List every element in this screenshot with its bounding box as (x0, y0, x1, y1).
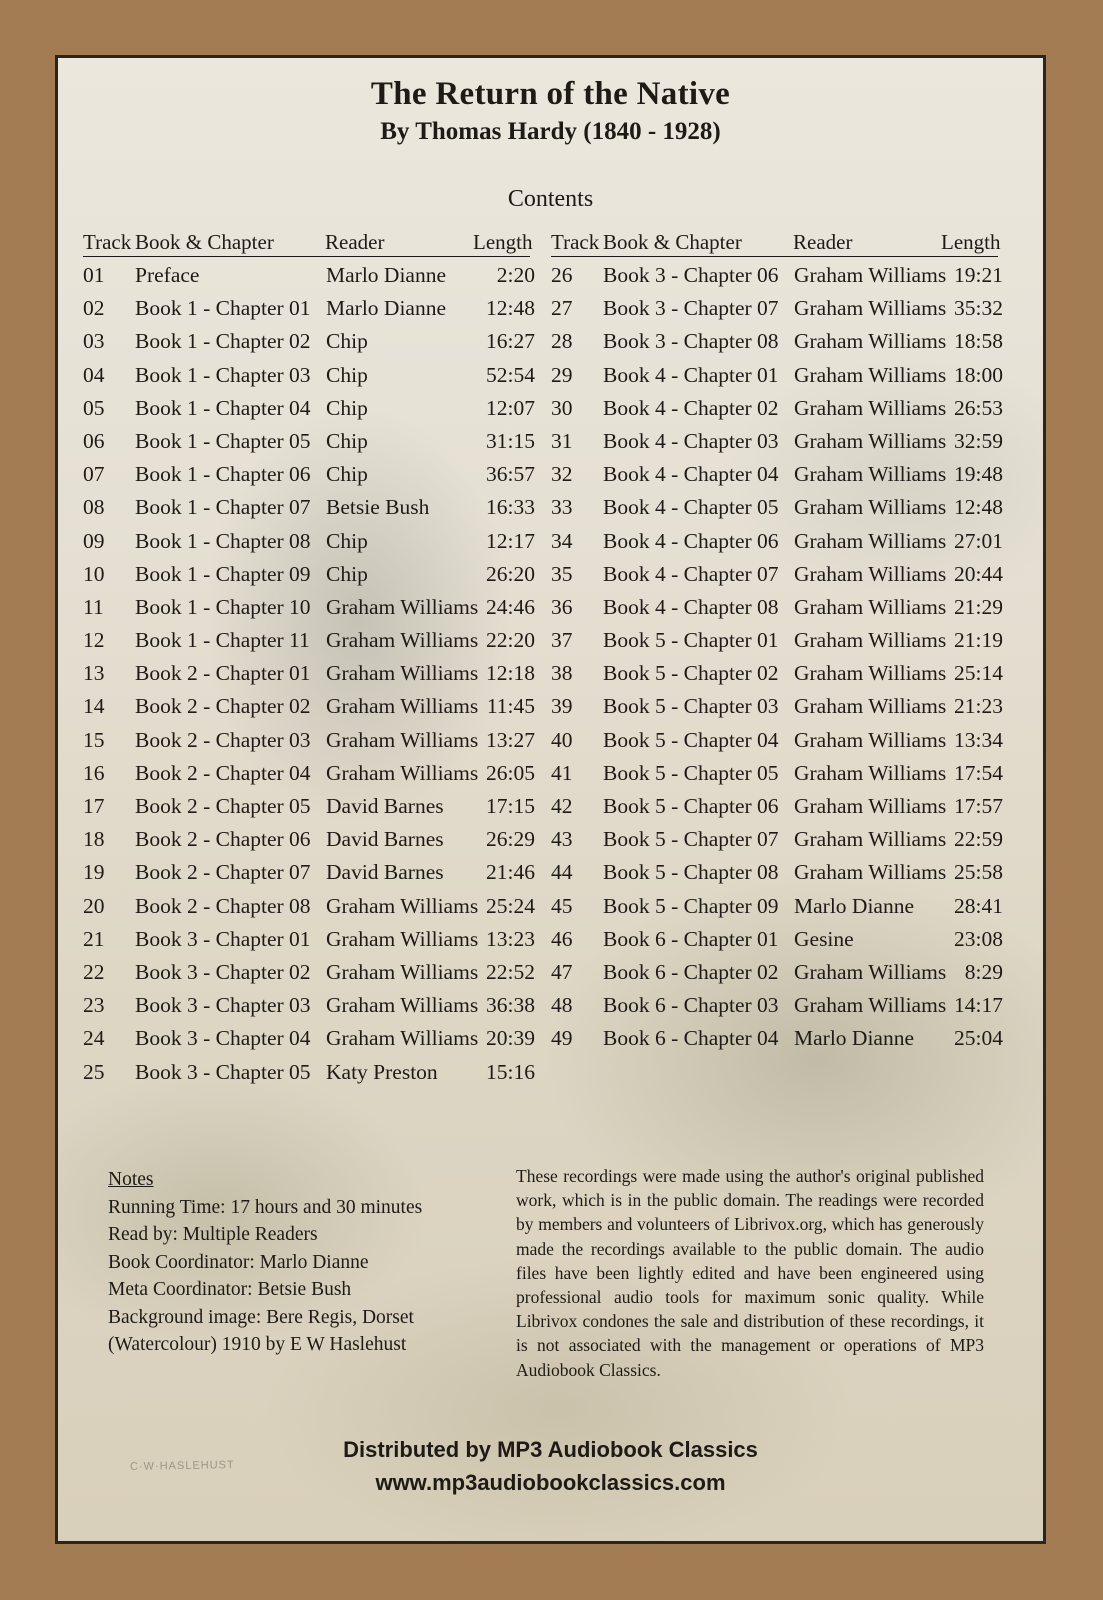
track-row (551, 925, 1001, 958)
track-length: 13:34 (954, 727, 1003, 752)
track-length: 18:58 (954, 329, 1003, 354)
track-length: 12:17 (486, 528, 535, 553)
track-number: 30 (551, 395, 573, 420)
track-reader: Graham Williams (794, 727, 947, 752)
track-length: 12:07 (486, 395, 535, 420)
track-length: 21:23 (954, 694, 1003, 719)
track-row (551, 825, 1001, 858)
track-number: 10 (83, 561, 105, 586)
track-chapter: Book 6 - Chapter 01 (603, 926, 779, 951)
track-number: 01 (83, 263, 105, 287)
track-reader: David Barnes (326, 794, 444, 818)
track-length: 36:57 (486, 462, 535, 487)
track-reader: Graham Williams (794, 528, 947, 553)
track-row (551, 659, 1001, 692)
track-reader: Graham Williams (794, 661, 947, 686)
track-row (83, 294, 533, 327)
track-row (83, 892, 533, 925)
track-number: 40 (551, 727, 573, 752)
track-row (551, 427, 1001, 460)
track-row (551, 527, 1001, 560)
track-length: 26:53 (954, 395, 1003, 420)
track-reader: Graham Williams (794, 827, 947, 852)
track-number: 37 (551, 628, 573, 653)
track-length: 16:27 (486, 329, 535, 354)
track-number: 16 (83, 760, 105, 785)
track-row (83, 991, 533, 1024)
notes-line: Book Coordinator: Marlo Dianne (108, 1251, 369, 1273)
track-reader: David Barnes (326, 827, 444, 852)
track-number: 43 (551, 827, 573, 852)
track-number: 20 (83, 893, 105, 918)
track-length: 52:54 (486, 362, 535, 387)
notes-line: Meta Coordinator: Betsie Bush (108, 1279, 352, 1300)
track-length: 28:41 (954, 893, 1003, 918)
track-length: 21:19 (954, 628, 1003, 653)
track-row (83, 460, 533, 493)
track-length: 17:15 (486, 794, 535, 818)
table-header-left (83, 230, 533, 257)
track-number: 44 (551, 860, 573, 885)
painting-signature: C·W·HASLEHUST (129, 1459, 235, 1473)
track-number: 07 (83, 462, 105, 487)
track-row (551, 726, 1001, 759)
track-chapter: Book 1 - Chapter 05 (135, 428, 311, 453)
track-chapter: Book 5 - Chapter 02 (603, 661, 779, 686)
track-reader: David Barnes (326, 860, 444, 885)
track-reader: Graham Williams (326, 959, 479, 984)
track-number: 19 (83, 860, 105, 885)
track-chapter: Book 6 - Chapter 02 (603, 959, 779, 984)
track-reader: Graham Williams (794, 428, 947, 453)
track-reader: Betsie Bush (326, 495, 430, 520)
track-chapter: Book 1 - Chapter 11 (135, 628, 310, 653)
track-number: 02 (83, 296, 105, 321)
track-length: 26:29 (486, 827, 535, 852)
track-chapter: Book 5 - Chapter 05 (603, 760, 779, 785)
track-chapter: Book 2 - Chapter 06 (135, 827, 311, 852)
book-title: The Return of the Native (370, 76, 731, 112)
track-chapter: Book 3 - Chapter 02 (135, 959, 311, 984)
track-reader: Chip (326, 561, 368, 586)
track-row (551, 759, 1001, 792)
track-row (83, 759, 533, 792)
track-reader: Graham Williams (794, 594, 947, 619)
track-length: 31:15 (486, 428, 535, 453)
track-chapter: Book 2 - Chapter 05 (135, 794, 311, 818)
track-length: 32:59 (954, 428, 1003, 453)
track-chapter: Preface (135, 263, 200, 287)
track-reader: Graham Williams (326, 760, 479, 785)
track-length: 25:58 (954, 860, 1003, 885)
track-chapter: Book 5 - Chapter 09 (603, 893, 779, 918)
track-number: 35 (551, 561, 573, 586)
track-chapter: Book 5 - Chapter 04 (603, 727, 779, 752)
track-number: 08 (83, 495, 105, 520)
track-reader: Marlo Dianne (326, 296, 447, 321)
track-row (83, 493, 533, 526)
track-reader: Graham Williams (326, 727, 479, 752)
track-chapter: Book 2 - Chapter 02 (135, 694, 311, 719)
track-row (551, 394, 1001, 427)
track-length: 12:18 (486, 661, 535, 686)
track-row (551, 892, 1001, 925)
track-length: 15:16 (486, 1059, 535, 1084)
header-track: Track (83, 230, 132, 254)
track-row (551, 692, 1001, 725)
track-list-right (551, 261, 1001, 1058)
track-chapter: Book 4 - Chapter 05 (603, 495, 779, 520)
track-number: 32 (551, 462, 573, 487)
track-chapter: Book 1 - Chapter 02 (135, 329, 311, 354)
notes-line: Read by: Multiple Readers (108, 1224, 318, 1245)
track-row (551, 593, 1001, 626)
track-reader: Graham Williams (794, 263, 947, 287)
track-length: 17:57 (954, 794, 1003, 818)
track-row (83, 361, 533, 394)
track-row (551, 792, 1001, 825)
track-reader: Graham Williams (794, 694, 947, 719)
track-length: 36:38 (486, 993, 535, 1018)
track-number: 21 (83, 926, 105, 951)
track-row (551, 991, 1001, 1024)
track-reader: Graham Williams (794, 760, 947, 785)
track-row (83, 1024, 533, 1057)
track-reader: Graham Williams (326, 661, 479, 686)
notes-heading: Notes (108, 1169, 154, 1190)
track-number: 39 (551, 694, 573, 719)
track-chapter: Book 5 - Chapter 01 (603, 628, 779, 653)
track-chapter: Book 5 - Chapter 06 (603, 794, 779, 818)
track-length: 11:45 (486, 694, 535, 719)
table-header-right (551, 230, 1001, 257)
track-row (551, 261, 1001, 294)
header-reader: Reader (325, 230, 385, 254)
track-reader: Graham Williams (794, 495, 947, 520)
track-length: 19:48 (954, 462, 1003, 487)
track-chapter: Book 4 - Chapter 04 (603, 462, 779, 487)
track-list-left (83, 261, 533, 1091)
track-reader: Graham Williams (794, 561, 947, 586)
track-length: 26:20 (486, 561, 535, 586)
track-number: 12 (83, 628, 105, 653)
track-length: 26:05 (486, 760, 535, 785)
track-chapter: Book 5 - Chapter 07 (603, 827, 779, 852)
track-number: 27 (551, 296, 573, 321)
track-reader: Graham Williams (794, 329, 947, 354)
track-number: 26 (551, 263, 573, 287)
track-length: 12:48 (486, 296, 535, 321)
track-chapter: Book 3 - Chapter 06 (603, 263, 779, 287)
track-length: 23:08 (954, 926, 1003, 951)
track-reader: Graham Williams (794, 296, 947, 321)
track-row (551, 858, 1001, 891)
track-reader: Gesine (794, 926, 854, 951)
track-row (551, 1024, 1001, 1057)
track-number: 38 (551, 661, 573, 686)
track-chapter: Book 4 - Chapter 02 (603, 395, 779, 420)
track-chapter: Book 3 - Chapter 05 (135, 1059, 311, 1084)
track-row (83, 626, 533, 659)
track-chapter: Book 3 - Chapter 03 (135, 993, 311, 1018)
track-chapter: Book 4 - Chapter 03 (603, 428, 779, 453)
track-chapter: Book 1 - Chapter 08 (135, 528, 311, 553)
track-reader: Graham Williams (794, 959, 947, 984)
track-row (551, 626, 1001, 659)
track-chapter: Book 3 - Chapter 07 (603, 296, 779, 321)
track-number: 47 (551, 959, 573, 984)
header-chapter: Book & Chapter (603, 230, 742, 254)
track-length: 22:59 (954, 827, 1003, 852)
track-length: 19:21 (954, 263, 1003, 287)
track-reader: Graham Williams (326, 594, 479, 619)
track-chapter: Book 6 - Chapter 03 (603, 993, 779, 1018)
track-reader: Graham Williams (326, 628, 479, 653)
track-chapter: Book 1 - Chapter 09 (135, 561, 311, 586)
track-number: 34 (551, 528, 573, 553)
track-length: 22:52 (486, 959, 535, 984)
header-length: Length (473, 230, 533, 254)
notes-line: Running Time: 17 hours and 30 minutes (108, 1196, 423, 1218)
track-length: 2:20 (496, 263, 535, 287)
track-chapter: Book 1 - Chapter 03 (135, 362, 311, 387)
track-number: 23 (83, 993, 105, 1018)
track-length: 13:27 (486, 727, 535, 752)
track-chapter: Book 4 - Chapter 06 (603, 528, 779, 553)
distributor-block (58, 1433, 1043, 1499)
track-length: 35:32 (954, 296, 1003, 321)
track-chapter: Book 4 - Chapter 07 (603, 561, 779, 586)
track-length: 8:29 (964, 959, 1003, 984)
track-length: 12:48 (954, 495, 1003, 520)
track-number: 48 (551, 993, 573, 1018)
book-author: By Thomas Hardy (1840 - 1928) (380, 118, 721, 145)
track-length: 17:54 (954, 760, 1003, 785)
track-number: 15 (83, 727, 105, 752)
track-reader: Graham Williams (326, 993, 479, 1018)
track-number: 31 (551, 428, 573, 453)
track-number: 06 (83, 428, 105, 453)
track-reader: Chip (326, 428, 368, 453)
notes-line: Background image: Bere Regis, Dorset (108, 1306, 414, 1328)
track-row (551, 560, 1001, 593)
track-number: 04 (83, 362, 105, 387)
track-length: 13:23 (486, 926, 535, 951)
track-number: 49 (551, 1026, 573, 1051)
track-number: 14 (83, 694, 105, 719)
track-number: 18 (83, 827, 105, 852)
track-reader: Graham Williams (794, 395, 947, 420)
track-row (551, 460, 1001, 493)
track-chapter: Book 3 - Chapter 04 (135, 1026, 311, 1051)
track-reader: Marlo Dianne (326, 263, 447, 287)
track-length: 25:24 (486, 893, 535, 918)
track-row (83, 394, 533, 427)
track-number: 42 (551, 794, 573, 818)
track-row (551, 958, 1001, 991)
track-reader: Graham Williams (326, 926, 479, 951)
track-reader: Chip (326, 528, 368, 553)
track-reader: Chip (326, 395, 368, 420)
track-number: 46 (551, 926, 573, 951)
track-row (83, 593, 533, 626)
track-chapter: Book 2 - Chapter 07 (135, 860, 311, 885)
track-reader: Graham Williams (794, 993, 947, 1018)
track-reader: Graham Williams (794, 860, 947, 885)
track-number: 09 (83, 528, 105, 553)
track-row (83, 958, 533, 991)
header-chapter: Book & Chapter (135, 230, 274, 254)
track-reader: Marlo Dianne (794, 893, 915, 918)
track-number: 03 (83, 329, 105, 354)
contents-heading: Contents (507, 186, 594, 212)
track-length: 18:00 (954, 362, 1003, 387)
track-row (551, 361, 1001, 394)
track-reader: Marlo Dianne (794, 1026, 915, 1051)
track-length: 27:01 (954, 528, 1003, 553)
track-reader: Katy Preston (326, 1059, 438, 1084)
track-chapter: Book 3 - Chapter 08 (603, 329, 779, 354)
track-length: 24:46 (486, 594, 535, 619)
track-length: 20:39 (486, 1026, 535, 1051)
track-row (83, 560, 533, 593)
track-row (83, 659, 533, 692)
track-number: 22 (83, 959, 105, 984)
track-number: 45 (551, 893, 573, 918)
track-row (83, 692, 533, 725)
track-reader: Graham Williams (326, 893, 479, 918)
track-chapter: Book 4 - Chapter 01 (603, 362, 779, 387)
track-reader: Chip (326, 362, 368, 387)
header-reader: Reader (793, 230, 853, 254)
track-length: 16:33 (486, 495, 535, 520)
track-row (83, 427, 533, 460)
track-reader: Chip (326, 329, 368, 354)
track-chapter: Book 4 - Chapter 08 (603, 594, 779, 619)
track-row (83, 858, 533, 891)
track-length: 25:04 (954, 1026, 1003, 1051)
track-length: 25:14 (954, 661, 1003, 686)
track-row (83, 825, 533, 858)
track-length: 21:46 (486, 860, 535, 885)
header-length: Length (941, 230, 1001, 254)
track-row (551, 327, 1001, 360)
track-number: 05 (83, 395, 105, 420)
track-row (83, 925, 533, 958)
public-domain-statement: These recordings were made using the author's original published work, which is in the public domain. The readings were recorded by members and volunteers of Librivox.org, which has generously made the recordings available to the public domain. The audio files have been lightly edited and have been engineered using professional audio tools for maximum sonic quality. While Librivox condones the sale and distribution of these recordings, it is not associated with the management or operations of MP3 Audiobook Classics. (516, 1166, 984, 1380)
notes-section (108, 1166, 498, 1359)
track-row (551, 493, 1001, 526)
track-chapter: Book 1 - Chapter 01 (135, 296, 311, 321)
track-row (83, 726, 533, 759)
track-reader: Graham Williams (794, 462, 947, 487)
track-row (551, 294, 1001, 327)
track-row (83, 327, 533, 360)
distributor-name: Distributed by MP3 Audiobook Classics (343, 1437, 758, 1462)
track-length: 21:29 (954, 594, 1003, 619)
track-length: 22:20 (486, 628, 535, 653)
track-chapter: Book 2 - Chapter 04 (135, 760, 311, 785)
track-chapter: Book 2 - Chapter 08 (135, 893, 311, 918)
track-number: 28 (551, 329, 573, 354)
track-number: 24 (83, 1026, 105, 1051)
track-chapter: Book 2 - Chapter 01 (135, 661, 311, 686)
track-chapter: Book 1 - Chapter 10 (135, 594, 311, 619)
track-reader: Graham Williams (794, 794, 947, 818)
track-reader: Graham Williams (326, 694, 479, 719)
back-cover (55, 55, 1046, 1544)
track-chapter: Book 6 - Chapter 04 (603, 1026, 779, 1051)
track-chapter: Book 1 - Chapter 04 (135, 395, 311, 420)
track-row (83, 1058, 533, 1091)
header-track: Track (551, 230, 600, 254)
track-chapter: Book 3 - Chapter 01 (135, 926, 311, 951)
track-length: 20:44 (954, 561, 1003, 586)
track-number: 33 (551, 495, 573, 520)
track-reader: Graham Williams (794, 628, 947, 653)
track-number: 13 (83, 661, 105, 686)
track-row (83, 261, 533, 294)
track-chapter: Book 5 - Chapter 08 (603, 860, 779, 885)
track-row (83, 527, 533, 560)
track-number: 41 (551, 760, 573, 785)
track-chapter: Book 1 - Chapter 07 (135, 495, 311, 520)
track-number: 11 (83, 594, 104, 619)
track-chapter: Book 1 - Chapter 06 (135, 462, 311, 487)
track-reader: Chip (326, 462, 368, 487)
track-reader: Graham Williams (794, 362, 947, 387)
track-length: 14:17 (954, 993, 1003, 1018)
track-number: 36 (551, 594, 573, 619)
track-chapter: Book 5 - Chapter 03 (603, 694, 779, 719)
track-number: 17 (83, 794, 105, 818)
distributor-website: www.mp3audiobookclassics.com (375, 1470, 726, 1495)
track-reader: Graham Williams (326, 1026, 479, 1051)
track-number: 29 (551, 362, 573, 387)
track-chapter: Book 2 - Chapter 03 (135, 727, 311, 752)
track-number: 25 (83, 1059, 105, 1084)
track-row (83, 792, 533, 825)
notes-line: (Watercolour) 1910 by E W Haslehust (108, 1334, 407, 1355)
